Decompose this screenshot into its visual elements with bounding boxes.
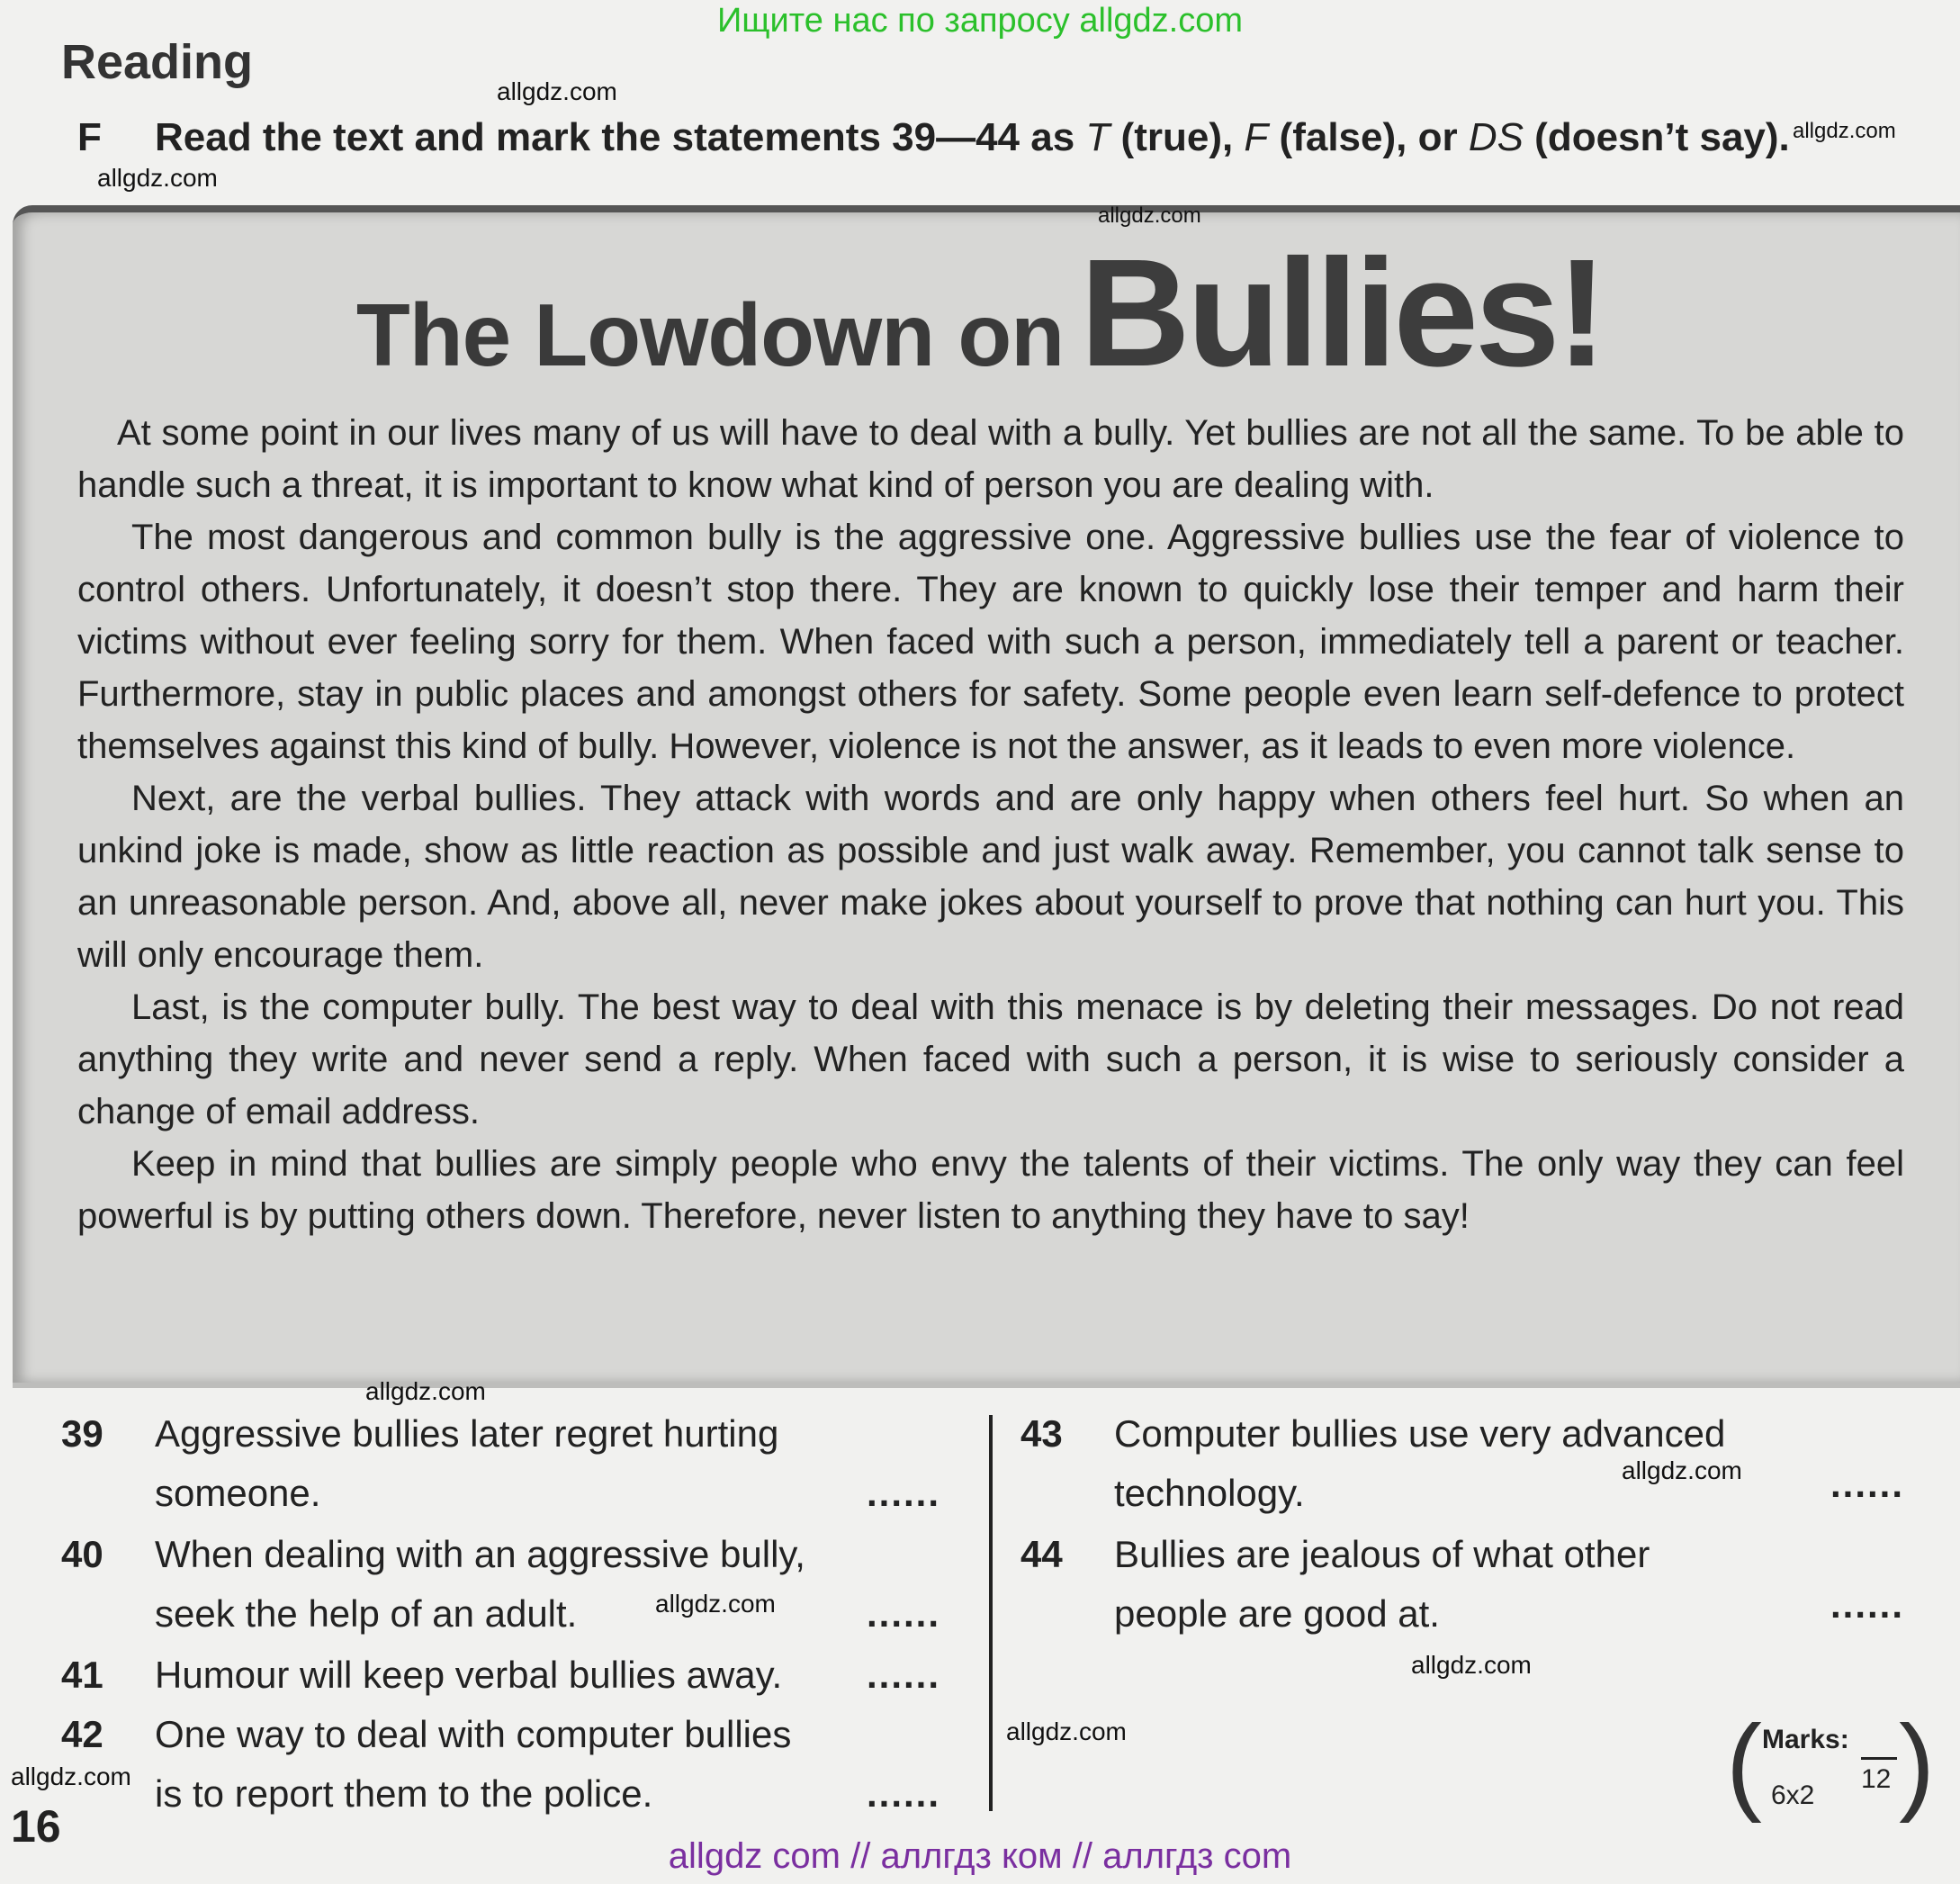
statement-number: 43 — [1020, 1412, 1063, 1455]
article-heading-main: The Lowdown on — [355, 285, 1065, 384]
statement-number: 40 — [61, 1533, 103, 1575]
marks-bracket-left: ( — [1726, 1703, 1762, 1824]
page-number: 16 — [11, 1801, 61, 1852]
watermark: allgdz.com — [365, 1377, 486, 1405]
section-title: Reading — [61, 35, 254, 89]
article-paragraph: The most dangerous and common bully is the aggressive one. Aggressive bullies use the fear of violence to control others. Unfortunately, it doesn’t stop there. They are known to quickly lose their temper and harm their victims without ever feeling sorry for them. When faced with such a person, immediately tell a parent or teacher. Furthermore, stay in public places and amongst others for safety. Some people even learn self-defence to protect themselves against this kind of bully. However, violence is not the answer, as it leads to even more violence. — [77, 518, 1904, 766]
task-instruction — [155, 115, 1790, 160]
column-divider — [989, 1415, 993, 1811]
answer-blank[interactable]: ...... — [867, 1654, 941, 1696]
statement-text-line1: Humour will keep verbal bullies away. — [155, 1654, 783, 1696]
statement-text-line2: technology. — [1114, 1472, 1305, 1514]
statement-number: 42 — [61, 1713, 103, 1755]
statement-42 — [61, 1705, 961, 1824]
statement-text-line1: Computer bullies use very advanced — [1114, 1412, 1726, 1455]
bottom-banner[interactable]: allgdz com // аллгдз ком // аллгдз com — [668, 1836, 1292, 1876]
statement-39 — [61, 1404, 961, 1523]
watermark: allgdz.com — [655, 1590, 776, 1618]
top-banner[interactable]: Ищите нас по запросу allgdz.com — [716, 2, 1243, 40]
answer-blank[interactable]: ...... — [1830, 1463, 1905, 1505]
instruction-part: (true), — [1110, 115, 1245, 159]
marks-bracket-right: ) — [1899, 1703, 1935, 1824]
statement-44 — [1020, 1525, 1929, 1644]
statement-40 — [61, 1525, 961, 1644]
statement-number: 39 — [61, 1412, 103, 1455]
marks-score-line — [1861, 1757, 1897, 1760]
statement-text-line2: someone. — [155, 1472, 321, 1514]
watermark: allgdz.com — [1006, 1717, 1127, 1745]
watermark: allgdz.com — [1411, 1651, 1532, 1679]
article-paragraph: Next, are the verbal bullies. They attack with words and are only happy when others feel hurt. So when an unkind joke is made, show as little reaction as possible and just walk away. Remember, you cannot talk sense to an unreasonable person. And, above all, never make jokes about yourself to prove that nothing can hurt you. This will only encourage them. — [77, 779, 1904, 975]
marks-total: 12 — [1861, 1764, 1892, 1794]
instruction-part: (false), or — [1268, 115, 1469, 159]
marks-formula: 6x2 — [1771, 1780, 1815, 1810]
statement-43 — [1020, 1404, 1929, 1523]
instruction-doesnt-say: DS — [1468, 115, 1524, 159]
statement-number: 44 — [1020, 1533, 1063, 1575]
statement-text-line2: is to report them to the police. — [155, 1772, 653, 1815]
instruction-true: T — [1085, 115, 1110, 159]
task-letter: F — [77, 115, 102, 159]
marks-box — [1726, 1703, 1935, 1829]
article-paragraph: Keep in mind that bullies are simply people who envy the talents of their victims. The only way they can feel powerful is by putting others down. Therefore, never listen to anything they have to say! — [77, 1144, 1904, 1236]
article-heading-accent: Bullies! — [1080, 228, 1605, 399]
article-body — [77, 407, 1904, 1242]
watermark: allgdz.com — [1793, 119, 1896, 143]
watermark: allgdz.com — [1622, 1456, 1742, 1484]
instruction-part: (doesn’t say). — [1523, 115, 1790, 159]
statement-text-line1: One way to deal with computer bullies — [155, 1713, 792, 1755]
statement-text-line1: Bullies are jealous of what other — [1114, 1533, 1650, 1575]
article-paragraph: At some point in our lives many of us will have to deal with a bully. Yet bullies are not all the same. To be able to handle such a threat, it is important to know what kind of person you are dealing with. — [77, 413, 1904, 505]
answer-blank[interactable]: ...... — [867, 1772, 941, 1815]
statement-number: 41 — [61, 1654, 103, 1696]
watermark: allgdz.com — [97, 164, 218, 192]
statement-41 — [61, 1645, 961, 1705]
instruction-false: F — [1244, 115, 1269, 159]
answer-blank[interactable]: ...... — [1830, 1583, 1905, 1626]
watermark: allgdz.com — [497, 77, 617, 105]
marks-label: Marks: — [1762, 1725, 1849, 1754]
article-paragraph: Last, is the computer bully. The best way to deal with this menace is by deleting their messages. Do not read anything they write and never send a reply. When faced with such a person, it is wise to seriously consider a change of email address. — [77, 987, 1904, 1131]
watermark: allgdz.com — [1098, 203, 1201, 228]
statement-text-line1: Aggressive bullies later regret hurting — [155, 1412, 779, 1455]
article-heading — [0, 225, 1960, 401]
answer-blank[interactable]: ...... — [867, 1592, 941, 1635]
statement-text-line2: seek the help of an adult. — [155, 1592, 578, 1635]
statement-text-line1: When dealing with an aggressive bully, — [155, 1533, 805, 1575]
watermark: allgdz.com — [11, 1762, 131, 1790]
statement-text-line2: people are good at. — [1114, 1592, 1440, 1635]
instruction-part: Read the text and mark the statements 39—44 as — [155, 115, 1086, 159]
answer-blank[interactable]: ...... — [867, 1472, 941, 1514]
